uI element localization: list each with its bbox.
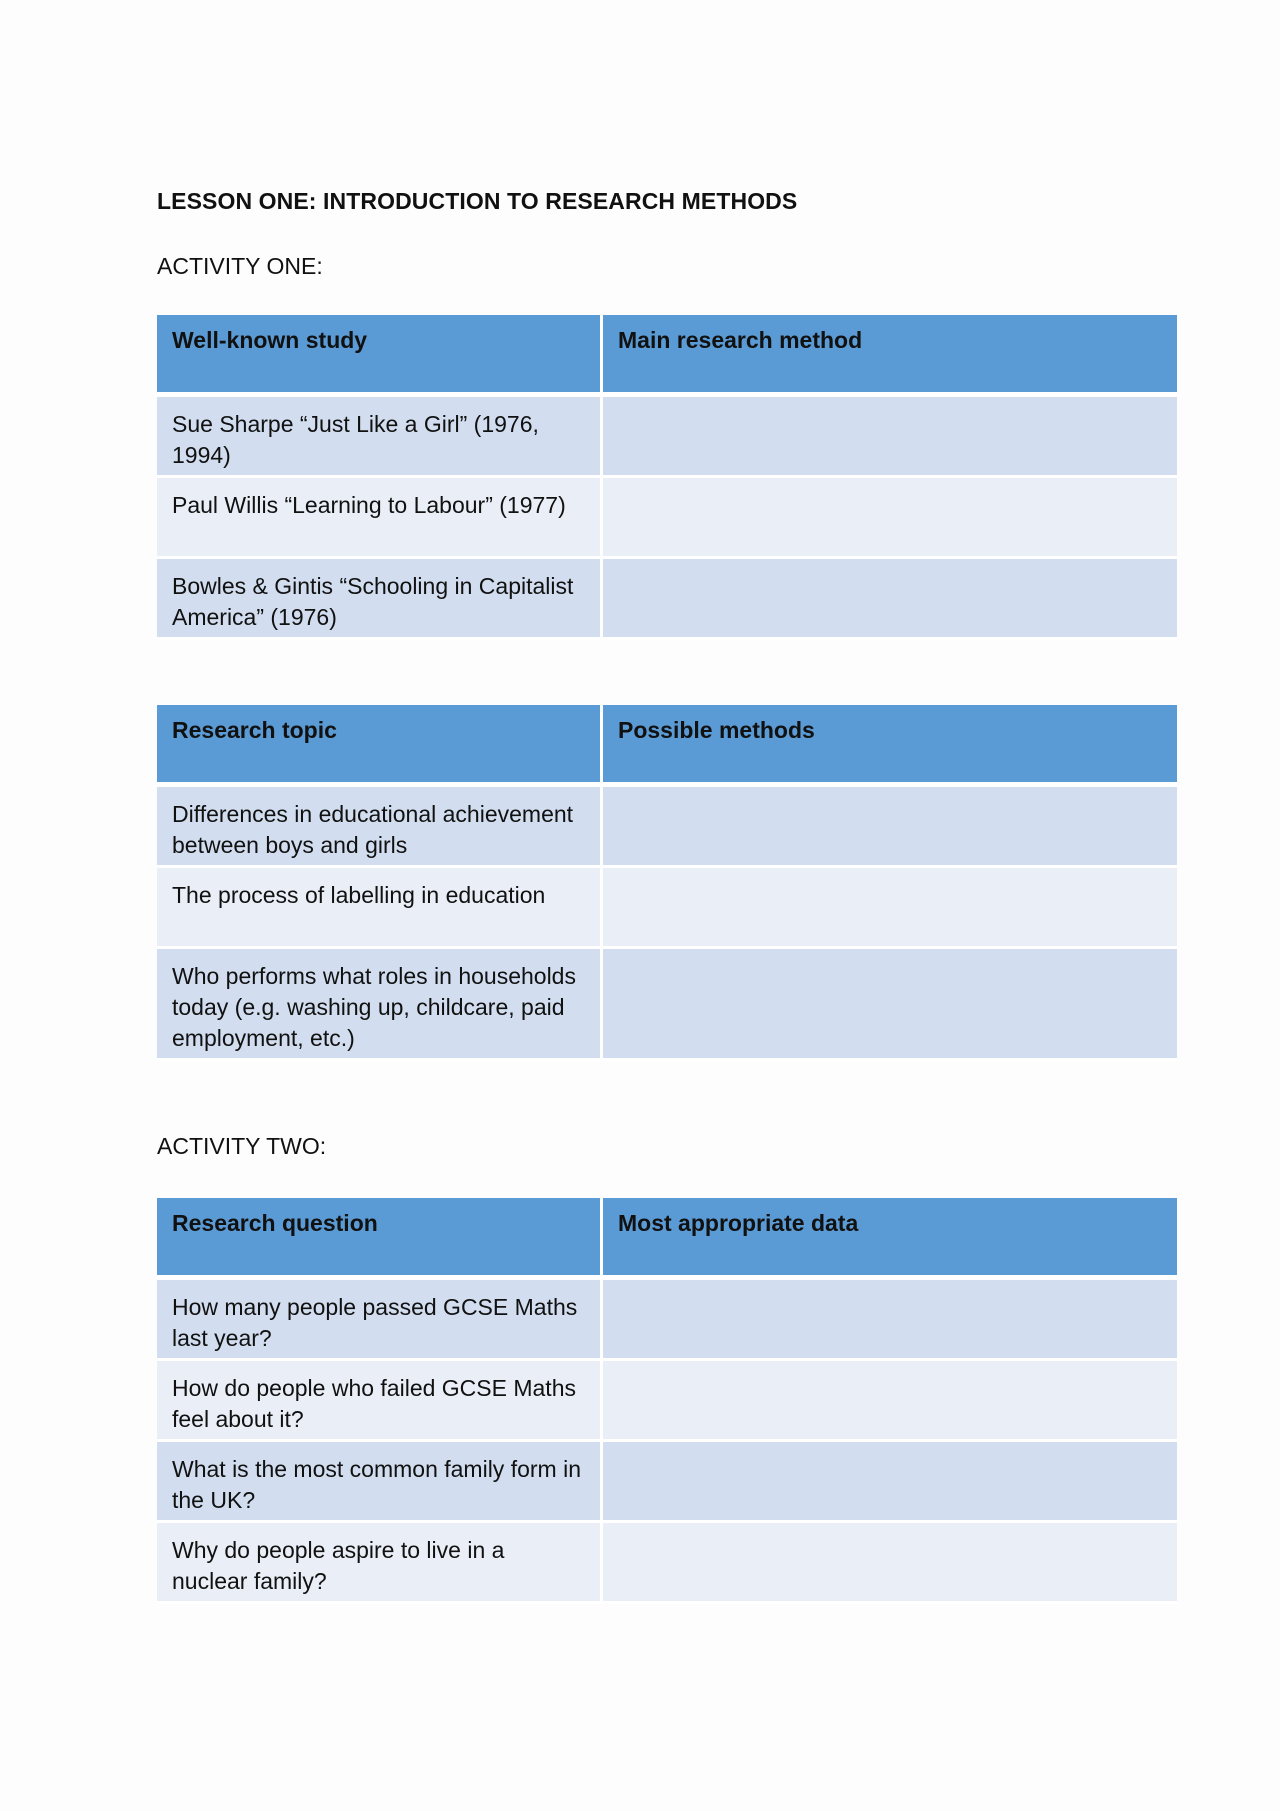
header-possible-methods: Possible methods (603, 705, 1177, 787)
header-main-research-method: Main research method (603, 315, 1177, 397)
topic-cell: Who performs what roles in households today (e.g. washing up, childcare, paid employment, etc.) (157, 949, 603, 1061)
worksheet-page (157, 188, 1177, 1604)
header-research-topic: Research topic (157, 705, 603, 787)
question-cell: What is the most common family form in the UK? (157, 1442, 603, 1523)
table-row (157, 1280, 1177, 1361)
table-header-row (157, 315, 1177, 397)
study-cell: Bowles & Gintis “Schooling in Capitalist America” (1976) (157, 559, 603, 640)
question-cell: Why do people aspire to live in a nuclear family? (157, 1523, 603, 1604)
table-header-row (157, 1198, 1177, 1280)
methods-answer-cell[interactable] (603, 787, 1177, 868)
topic-cell: The process of labelling in education (157, 868, 603, 949)
topic-cell: Differences in educational achievement between boys and girls (157, 787, 603, 868)
question-cell: How do people who failed GCSE Maths feel about it? (157, 1361, 603, 1442)
studies-table (157, 315, 1177, 640)
data-answer-cell[interactable] (603, 1280, 1177, 1361)
header-most-appropriate-data: Most appropriate data (603, 1198, 1177, 1280)
table-header-row (157, 705, 1177, 787)
header-research-question: Research question (157, 1198, 603, 1280)
table-row (157, 1442, 1177, 1523)
method-answer-cell[interactable] (603, 397, 1177, 478)
questions-table (157, 1198, 1177, 1604)
table-row (157, 787, 1177, 868)
table-row (157, 949, 1177, 1061)
table-row (157, 1361, 1177, 1442)
methods-answer-cell[interactable] (603, 949, 1177, 1061)
question-cell: How many people passed GCSE Maths last year? (157, 1280, 603, 1361)
study-cell: Paul Willis “Learning to Labour” (1977) (157, 478, 603, 559)
header-well-known-study: Well-known study (157, 315, 603, 397)
data-answer-cell[interactable] (603, 1523, 1177, 1604)
data-answer-cell[interactable] (603, 1442, 1177, 1523)
topics-table (157, 705, 1177, 1061)
activity-one-label: ACTIVITY ONE: (157, 253, 323, 279)
activity-two-label: ACTIVITY TWO: (157, 1133, 327, 1159)
table-row (157, 559, 1177, 640)
table-row (157, 478, 1177, 559)
table-row (157, 1523, 1177, 1604)
method-answer-cell[interactable] (603, 559, 1177, 640)
method-answer-cell[interactable] (603, 478, 1177, 559)
lesson-title: LESSON ONE: INTRODUCTION TO RESEARCH METHODS (157, 188, 798, 214)
study-cell: Sue Sharpe “Just Like a Girl” (1976, 1994) (157, 397, 603, 478)
table-row (157, 868, 1177, 949)
methods-answer-cell[interactable] (603, 868, 1177, 949)
table-row (157, 397, 1177, 478)
data-answer-cell[interactable] (603, 1361, 1177, 1442)
